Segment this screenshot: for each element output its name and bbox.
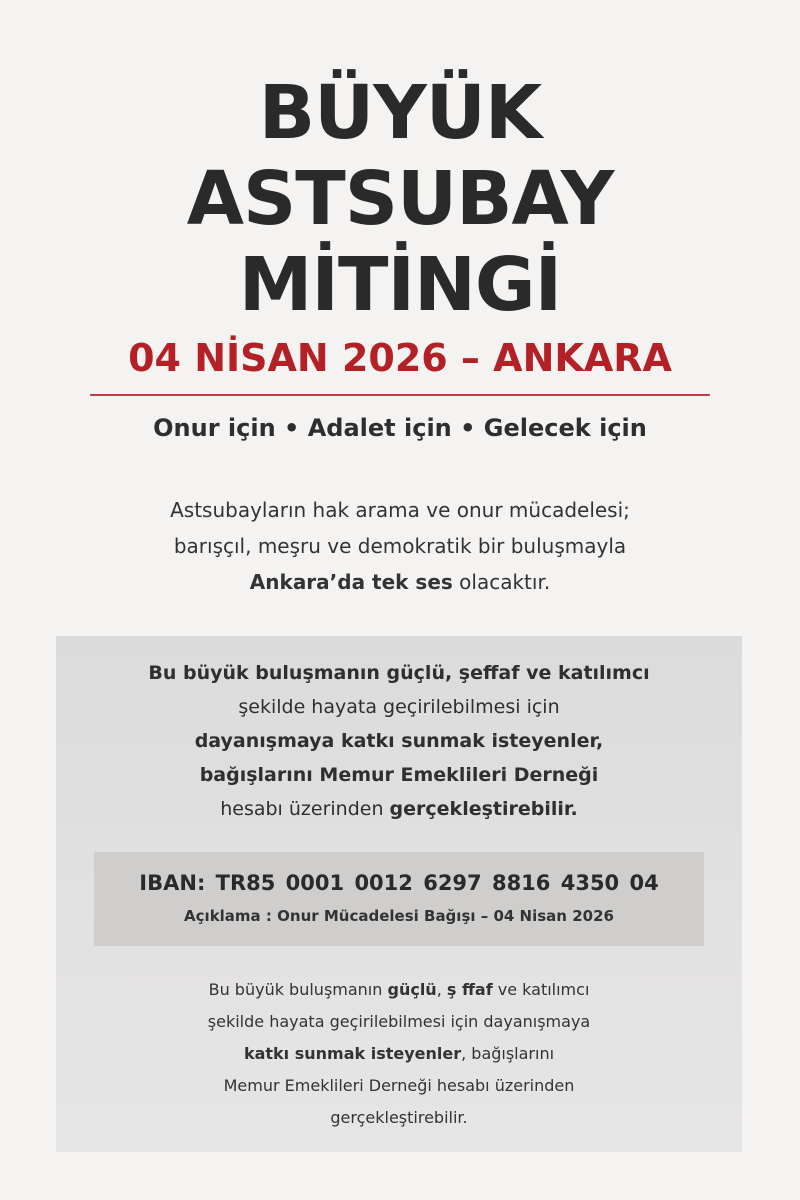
description-line <box>94 902 704 930</box>
repeat-paragraph <box>89 974 709 1134</box>
intro-line-3 <box>50 564 750 600</box>
description-value: Onur Mücadelesi Bağışı – 04 Nisan 2026 <box>277 907 614 925</box>
iban-line <box>94 864 704 902</box>
repeat-l1-regular: Bu büyük buluşmanın <box>208 980 388 999</box>
intro-highlight: Ankara’da tek ses <box>249 570 453 594</box>
iban-label: IBAN: <box>139 871 206 895</box>
repeat-l1-bold: güçlü <box>387 980 437 999</box>
intro-line-1: Astsubayların hak arama ve onur mücadelesi; <box>170 498 630 522</box>
iban-value: TR85 0001 0012 6297 8816 4350 04 <box>215 871 659 895</box>
title-line-2: ASTSUBAY <box>186 156 614 242</box>
bank-info-box <box>94 852 704 946</box>
repeat-l3-rest: , bağışlarını <box>461 1044 555 1063</box>
donation-line-1: Bu büyük buluşmanın güçlü, şeffaf ve katılımcı <box>148 662 650 684</box>
slogan: Onur için • Adalet için • Gelecek için <box>153 414 647 442</box>
donation-line-2: şekilde hayata geçirilebilmesi için <box>238 696 560 718</box>
repeat-l1-bold-2: ş ffaf <box>446 980 493 999</box>
intro-line-2: barışçıl, meşru ve demokratik bir buluşmayla <box>173 534 627 558</box>
description-label: Açıklama : <box>184 907 272 925</box>
repeat-line-4: Memur Emeklileri Derneği hesabı üzerinden <box>223 1076 575 1095</box>
red-divider <box>90 394 710 396</box>
donation-paragraph <box>79 656 719 826</box>
title-line-1: BÜYÜK <box>258 70 542 156</box>
repeat-l1-rest: ve katılımcı <box>492 980 590 999</box>
title-line-3: MİTİNGİ <box>238 242 562 328</box>
donation-line-4: bağışlarını Memur Emeklileri Derneği <box>199 764 599 786</box>
repeat-line-1 <box>89 974 709 1006</box>
intro-line-3-rest: olacaktır. <box>452 570 551 594</box>
intro-paragraph <box>50 492 750 600</box>
poster-title <box>40 70 760 328</box>
donation-line-5-regular: hesabı üzerinden <box>220 798 390 820</box>
repeat-line-5: gerçekleştirebilir. <box>330 1108 468 1127</box>
donation-line-5 <box>79 792 719 826</box>
donation-panel <box>56 636 742 1152</box>
repeat-l3-bold: katkı sunmak isteyenler <box>243 1044 462 1063</box>
repeat-line-3 <box>89 1038 709 1070</box>
repeat-l1-mid: , <box>436 980 447 999</box>
date-location: 04 NİSAN 2026 – ANKARA <box>128 336 672 380</box>
donation-line-5-bold: gerçekleştirebilir. <box>389 798 578 820</box>
donation-line-3: dayanışmaya katkı sunmak isteyenler, <box>194 730 604 752</box>
repeat-line-2: şekilde hayata geçirilebilmesi için dayanışmaya <box>207 1012 591 1031</box>
